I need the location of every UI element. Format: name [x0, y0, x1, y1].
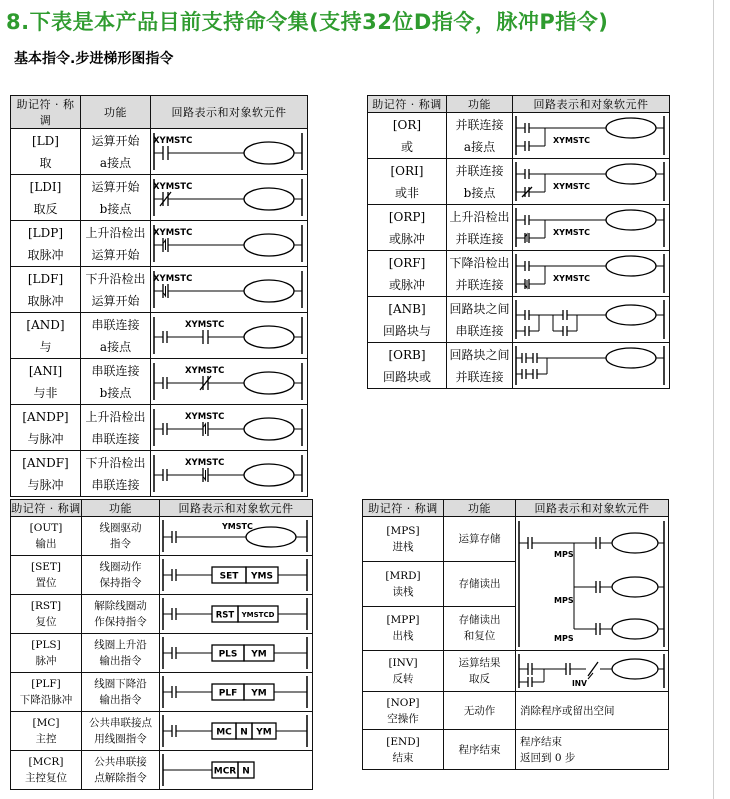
mnemonic-code: [RST] [30, 600, 62, 612]
instruction-table-basic [10, 95, 308, 497]
mnemonic-code: [MCR] [28, 756, 64, 768]
box-label-ym: YM [251, 688, 267, 699]
device-label: XYMSTC [185, 320, 225, 330]
mnemonic-code: [ANI] [28, 363, 63, 378]
ladder-diagram-andf [151, 451, 306, 496]
mnemonic-name: 取脉冲 [27, 247, 64, 262]
table-row [11, 451, 308, 497]
device-label: XYMSTC [553, 274, 591, 283]
mnemonic-code: [AND] [26, 317, 65, 332]
table-row [11, 673, 313, 712]
header-circuit: 回路表示和对象软元件 [513, 96, 670, 113]
function-line-1: 公共串联接 [94, 756, 147, 768]
function-line-2: 点解除指令 [94, 772, 147, 784]
function-line-1: 运算开始 [91, 179, 140, 194]
function-line-2: 用线圈指令 [94, 733, 147, 745]
table-row [11, 175, 308, 221]
ladder-diagram-ldi [151, 175, 306, 220]
table-row [11, 359, 308, 405]
mnemonic-code: [MPS] [386, 525, 420, 538]
box-label-ym: YM [251, 649, 267, 660]
inv-label: INV [572, 679, 587, 688]
function-line-2: 取反 [469, 673, 490, 685]
function-line-1: 线圈动作 [99, 561, 142, 573]
mnemonic-name: 进栈 [392, 541, 414, 554]
function-line-1: 并联连接 [455, 117, 504, 132]
function-line-1: 回路块之间 [449, 347, 510, 362]
ladder-diagram-anb [513, 297, 668, 342]
header-circuit: 回路表示和对象软元件 [516, 500, 669, 517]
table-row [363, 692, 669, 730]
table-row [363, 517, 669, 562]
ladder-diagram-mc [160, 712, 311, 750]
mnemonic-name: 主控 [35, 733, 57, 745]
header-function: 功能 [81, 96, 151, 129]
ladder-diagram-orf [513, 251, 668, 296]
header-mnemonic: 助记符 · 称调 [11, 96, 81, 129]
mnemonic-code: [ORP] [388, 209, 426, 224]
function-line-2: 输出指令 [99, 694, 142, 706]
mnemonic-name: 出栈 [392, 630, 414, 643]
table-row [11, 751, 313, 790]
instruction-table-output [10, 499, 313, 790]
function-line-1: 并联连接 [455, 163, 504, 178]
box-label-n: N [240, 727, 248, 738]
page-title: 8.下表是本产品目前支持命令集(支持32位D指令，脉冲P指令) [6, 10, 609, 34]
function-line-1: 解除线圈动 [94, 600, 147, 612]
table-row [368, 113, 670, 159]
mnemonic-code: [END] [386, 735, 420, 748]
mnemonic-name: 回路块与 [382, 323, 431, 338]
function-line-1: 存储读出 [458, 614, 501, 627]
mnemonic-name: 脉冲 [35, 655, 57, 667]
mnemonic-code: [PLS] [31, 639, 61, 651]
function-line-2: 串联连接 [91, 477, 140, 492]
header-mnemonic: 助记符 · 称调 [363, 500, 444, 517]
function-line-1: 公共串联接点 [89, 717, 152, 729]
device-label: XYMSTC [553, 136, 591, 145]
table-row [368, 343, 670, 389]
mnemonic-code: [ORF] [388, 255, 426, 270]
ladder-diagram-plf [160, 673, 311, 711]
box-label-n: N [242, 766, 250, 777]
function-line-1: 运算结果 [458, 657, 501, 669]
box-label-yms: YMS [251, 571, 273, 582]
function-line-2: a接点 [99, 339, 132, 354]
mnemonic-name: 取反 [33, 201, 58, 216]
function-line-1: 下降沿检出 [449, 255, 510, 270]
mnemonic-code: [INV] [388, 657, 418, 669]
box-label-ymstcd: YMSTCD [241, 611, 275, 619]
function-line-2: a接点 [463, 139, 496, 154]
function-line-1: 存储读出 [458, 577, 501, 590]
section-subtitle: 基本指令.步进梯形图指令 [14, 51, 174, 67]
mnemonic-code: [OR] [392, 117, 422, 132]
table-row [11, 556, 313, 595]
nop-description: 消除程序或留出空间 [520, 704, 615, 717]
ladder-diagram-and [151, 313, 306, 358]
function-line-2: 保持指令 [99, 577, 142, 589]
instruction-table-parallel [367, 95, 670, 389]
mnemonic-name: 下降沿脉冲 [19, 694, 73, 706]
end-description-2: 返回到 0 步 [520, 751, 576, 764]
function-line-2: 作保持指令 [94, 616, 147, 628]
mnemonic-code: [ANDF] [22, 455, 69, 470]
ladder-diagram-out [160, 517, 311, 555]
function-line-2: a接点 [99, 155, 132, 170]
instruction-table-stack [362, 499, 669, 770]
mnemonic-name: 回路块或 [382, 369, 431, 384]
function-line-2: 并联连接 [455, 369, 504, 384]
mnemonic-code: [LD] [32, 133, 59, 148]
mnemonic-name: 或非 [394, 185, 419, 200]
mnemonic-code: [PLF] [31, 678, 61, 690]
ladder-diagram-mcr [160, 751, 311, 789]
table-row [368, 205, 670, 251]
mnemonic-name: 取 [39, 155, 52, 170]
ladder-diagram-pls [160, 634, 311, 672]
box-label-rst: RST [215, 610, 235, 621]
header-circuit: 回路表示和对象软元件 [151, 96, 308, 129]
mnemonic-name: 输出 [35, 538, 57, 550]
function-line-2: 运算开始 [91, 293, 140, 308]
mnemonic-name: 与 [39, 339, 52, 354]
function-line-2: 和复位 [463, 630, 496, 643]
function-line-1: 无动作 [463, 704, 496, 717]
function-line-2: 输出指令 [99, 655, 142, 667]
ladder-diagram-orb [513, 343, 668, 388]
function-line-1: 上升沿检出 [449, 209, 510, 224]
mnemonic-code: [ORI] [390, 163, 424, 178]
mnemonic-code: [SET] [30, 561, 62, 573]
function-line-1: 上升沿检出 [85, 225, 146, 240]
mnemonic-name: 主控复位 [25, 772, 67, 784]
mnemonic-code: [ORB] [388, 347, 426, 362]
table-row [363, 651, 669, 692]
device-label: XYMSTC [553, 228, 591, 237]
ladder-diagram-orp [513, 205, 668, 250]
mnemonic-name: 复位 [35, 616, 57, 628]
table-row [11, 221, 308, 267]
mnemonic-code: [MPP] [386, 614, 420, 627]
function-line-2: b接点 [463, 185, 496, 200]
function-line-1: 线圈上升沿 [94, 639, 147, 651]
mnemonic-name: 取脉冲 [27, 293, 64, 308]
box-label-plf: PLF [218, 688, 238, 699]
function-line-2: b接点 [99, 385, 132, 400]
table-row [368, 159, 670, 205]
ladder-diagram-ld [151, 129, 306, 174]
table-row [11, 712, 313, 751]
function-line-1: 下升沿检出 [85, 455, 146, 470]
box-label-ym: YM [256, 727, 272, 738]
function-line-2: 串联连接 [91, 431, 140, 446]
mnemonic-name: 结束 [392, 751, 414, 764]
end-description-1: 程序结束 [520, 735, 562, 748]
box-label-pls: PLS [218, 649, 238, 660]
mnemonic-code: [LDF] [27, 271, 64, 286]
function-line-1: 串联连接 [91, 317, 140, 332]
table-row [11, 517, 313, 556]
function-line-2: 指令 [110, 538, 131, 550]
ladder-diagram-andp [151, 405, 306, 450]
function-line-1: 程序结束 [458, 743, 501, 756]
mnemonic-name: 读栈 [392, 585, 414, 598]
table-row [11, 634, 313, 673]
mnemonic-name: 空操作 [387, 712, 419, 725]
device-label: XYMSTC [185, 458, 225, 468]
table-row [368, 297, 670, 343]
mnemonic-code: [LDP] [27, 225, 64, 240]
header-mnemonic: 助记符 · 称调 [11, 500, 82, 517]
page-divider [713, 0, 714, 799]
function-line-1: 运算存储 [458, 533, 501, 546]
device-label: XYMSTC [185, 366, 225, 376]
table-row [11, 267, 308, 313]
function-line-2: 运算开始 [91, 247, 140, 262]
header-function: 功能 [447, 96, 513, 113]
function-line-2: 串联连接 [455, 323, 504, 338]
mnemonic-name: 置位 [35, 577, 57, 589]
table-row [11, 595, 313, 634]
mnemonic-code: [MC] [32, 717, 60, 729]
mnemonic-code: [ANB] [388, 301, 426, 316]
table-row [11, 313, 308, 359]
function-line-1: 上升沿检出 [85, 409, 146, 424]
mnemonic-name: 与非 [33, 385, 58, 400]
box-label-mcr: MCR [213, 766, 237, 777]
function-line-1: 线圈驱动 [99, 522, 142, 534]
ladder-diagram-inv [516, 651, 667, 691]
mnemonic-name: 或脉冲 [388, 277, 425, 292]
ladder-diagram-ldf [151, 267, 306, 312]
table-row [11, 405, 308, 451]
header-function: 功能 [444, 500, 516, 517]
header-mnemonic: 助记符 · 称调 [368, 96, 447, 113]
device-label: XYMSTC [153, 228, 193, 238]
mnemonic-name: 或 [400, 139, 413, 154]
mnemonic-name: 与脉冲 [27, 477, 64, 492]
device-label: XYMSTC [153, 274, 193, 284]
table-row [363, 730, 669, 770]
function-line-1: 运算开始 [91, 133, 140, 148]
function-line-1: 串联连接 [91, 363, 140, 378]
function-line-1: 下升沿检出 [85, 271, 146, 286]
ladder-diagram-ldp [151, 221, 306, 266]
ladder-diagram-ani [151, 359, 306, 404]
mnemonic-code: [ANDP] [22, 409, 69, 424]
device-label: XYMSTC [153, 136, 193, 146]
stack-label-mps: MPS [554, 596, 574, 605]
mnemonic-code: [OUT] [29, 522, 63, 534]
ladder-diagram-rst [160, 595, 311, 633]
mnemonic-name: 与脉冲 [27, 431, 64, 446]
function-line-2: 并联连接 [455, 231, 504, 246]
box-label-set: SET [219, 571, 239, 582]
header-function: 功能 [82, 500, 160, 517]
mnemonic-code: [MRD] [385, 569, 421, 582]
stack-label-mps: MPS [554, 550, 574, 559]
function-line-2: 并联连接 [455, 277, 504, 292]
table-row [368, 251, 670, 297]
device-label: YMSTC [222, 522, 253, 531]
box-label-mc: MC [216, 727, 232, 738]
device-label: XYMSTC [553, 182, 591, 191]
table-row [11, 129, 308, 175]
function-line-1: 回路块之间 [449, 301, 510, 316]
device-label: XYMSTC [153, 182, 193, 192]
ladder-diagram-stack [516, 517, 667, 650]
ladder-diagram-set [160, 556, 311, 594]
mnemonic-name: 反转 [392, 673, 414, 685]
function-line-1: 线圈下降沿 [94, 678, 147, 690]
mnemonic-code: [LDI] [29, 179, 62, 194]
device-label: XYMSTC [185, 412, 225, 422]
header-circuit: 回路表示和对象软元件 [160, 500, 313, 517]
mnemonic-name: 或脉冲 [388, 231, 425, 246]
stack-label-mps: MPS [554, 634, 574, 643]
ladder-diagram-ori [513, 159, 668, 204]
mnemonic-code: [NOP] [386, 696, 420, 709]
function-line-2: b接点 [99, 201, 132, 216]
ladder-diagram-or [513, 113, 668, 158]
